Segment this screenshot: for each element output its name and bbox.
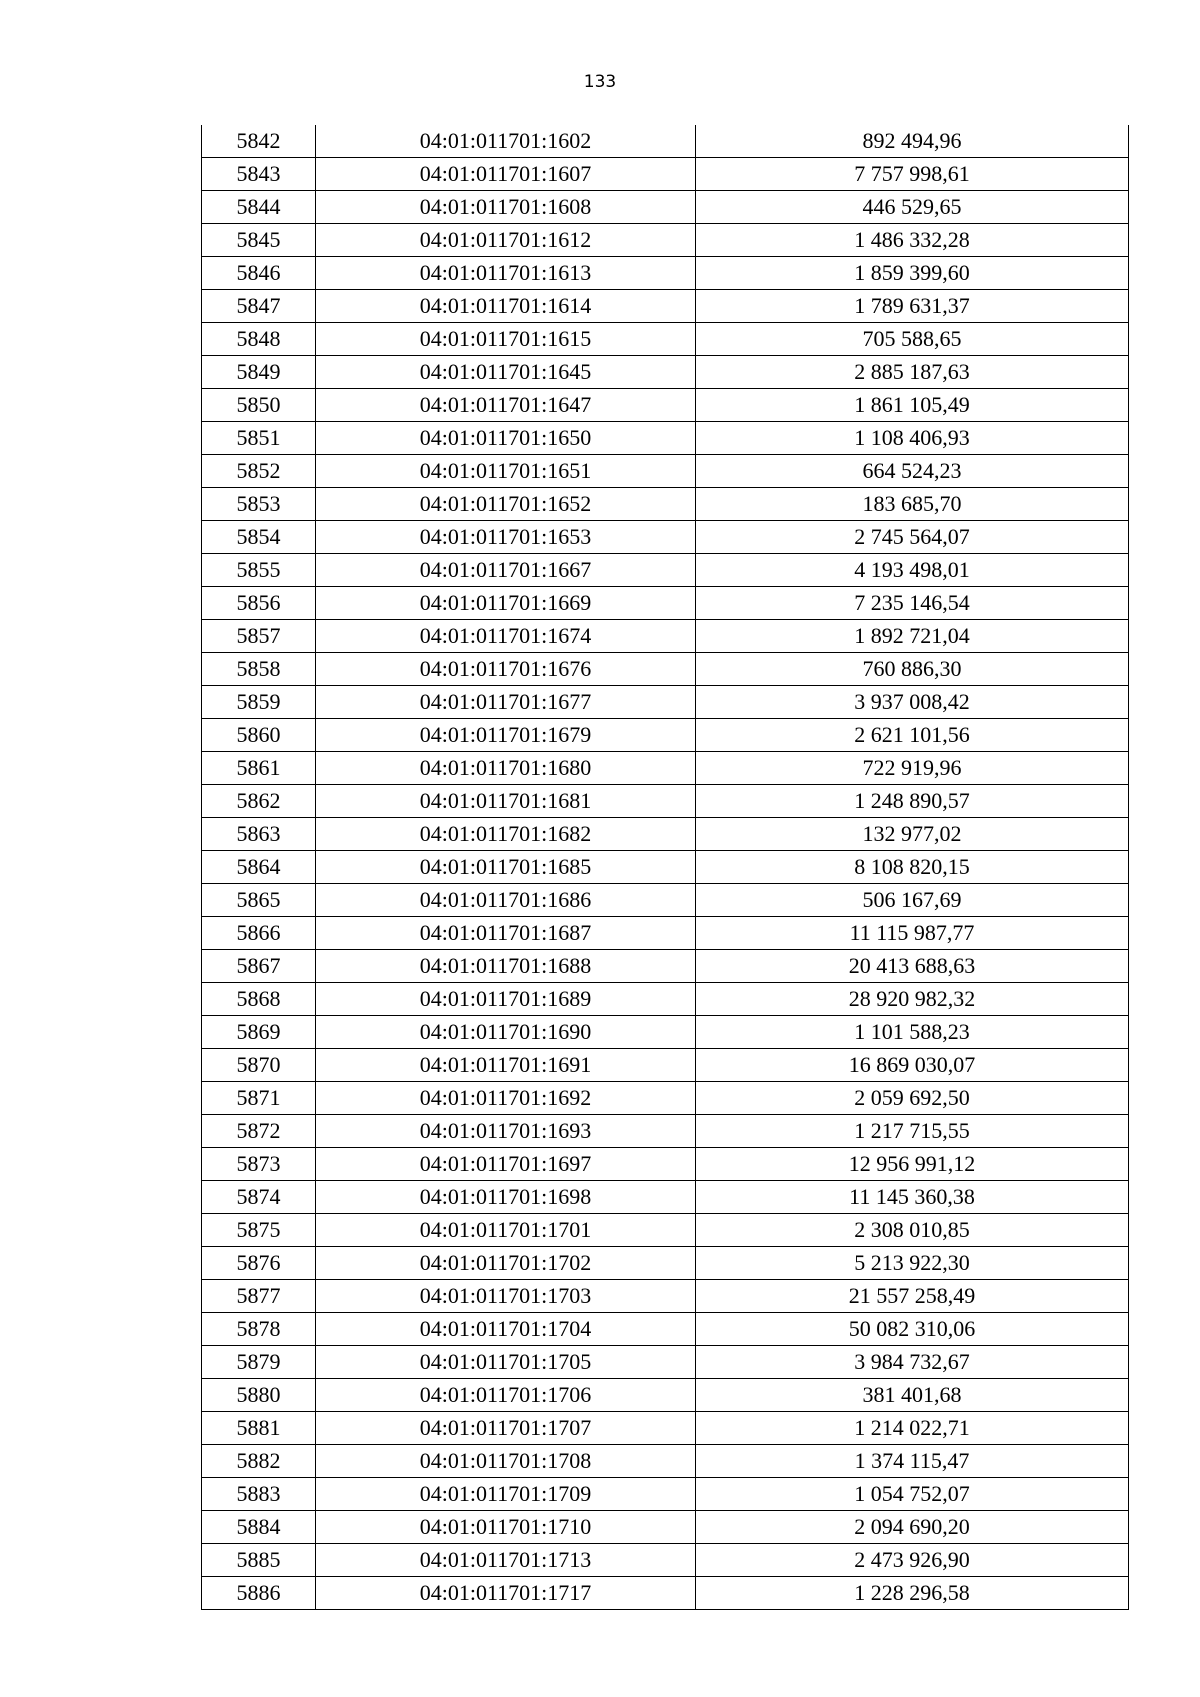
cadastral-value-cell: 1 217 715,55 <box>696 1115 1129 1148</box>
cadastral-number-cell: 04:01:011701:1680 <box>316 752 696 785</box>
row-number-cell: 5844 <box>202 191 316 224</box>
row-number-cell: 5881 <box>202 1412 316 1445</box>
cadastral-number-cell: 04:01:011701:1607 <box>316 158 696 191</box>
row-number-cell: 5863 <box>202 818 316 851</box>
cadastral-number-cell: 04:01:011701:1710 <box>316 1511 696 1544</box>
cadastral-number-cell: 04:01:011701:1612 <box>316 224 696 257</box>
row-number-cell: 5862 <box>202 785 316 818</box>
cadastral-value-cell: 2 473 926,90 <box>696 1544 1129 1577</box>
cadastral-value-cell: 1 374 115,47 <box>696 1445 1129 1478</box>
table-row <box>202 851 1129 884</box>
cadastral-number-cell: 04:01:011701:1650 <box>316 422 696 455</box>
row-number-cell: 5854 <box>202 521 316 554</box>
cadastral-value-cell: 132 977,02 <box>696 818 1129 851</box>
cadastral-value-cell: 28 920 982,32 <box>696 983 1129 1016</box>
table-row <box>202 950 1129 983</box>
table-row <box>202 323 1129 356</box>
cadastral-number-cell: 04:01:011701:1692 <box>316 1082 696 1115</box>
row-number-cell: 5858 <box>202 653 316 686</box>
row-number-cell: 5851 <box>202 422 316 455</box>
cadastral-number-cell: 04:01:011701:1647 <box>316 389 696 422</box>
row-number-cell: 5885 <box>202 1544 316 1577</box>
table-row <box>202 1379 1129 1412</box>
row-number-cell: 5856 <box>202 587 316 620</box>
cadastral-value-cell: 3 937 008,42 <box>696 686 1129 719</box>
table-row <box>202 488 1129 521</box>
row-number-cell: 5880 <box>202 1379 316 1412</box>
cadastral-value-cell: 506 167,69 <box>696 884 1129 917</box>
cadastral-value-table <box>201 125 1129 1610</box>
row-number-cell: 5848 <box>202 323 316 356</box>
cadastral-number-cell: 04:01:011701:1706 <box>316 1379 696 1412</box>
cadastral-value-cell: 1 101 588,23 <box>696 1016 1129 1049</box>
cadastral-value-cell: 1 054 752,07 <box>696 1478 1129 1511</box>
row-number-cell: 5847 <box>202 290 316 323</box>
cadastral-value-cell: 12 956 991,12 <box>696 1148 1129 1181</box>
cadastral-value-cell: 1 789 631,37 <box>696 290 1129 323</box>
cadastral-value-cell: 2 094 690,20 <box>696 1511 1129 1544</box>
table-row <box>202 653 1129 686</box>
table-row <box>202 1181 1129 1214</box>
table-row <box>202 158 1129 191</box>
cadastral-number-cell: 04:01:011701:1681 <box>316 785 696 818</box>
cadastral-value-cell: 3 984 732,67 <box>696 1346 1129 1379</box>
table-row <box>202 983 1129 1016</box>
table-row <box>202 1544 1129 1577</box>
row-number-cell: 5877 <box>202 1280 316 1313</box>
cadastral-value-cell: 2 745 564,07 <box>696 521 1129 554</box>
cadastral-value-cell: 2 059 692,50 <box>696 1082 1129 1115</box>
cadastral-value-cell: 2 621 101,56 <box>696 719 1129 752</box>
cadastral-number-cell: 04:01:011701:1707 <box>316 1412 696 1445</box>
table-row <box>202 1280 1129 1313</box>
cadastral-number-cell: 04:01:011701:1687 <box>316 917 696 950</box>
table-body <box>202 125 1129 1610</box>
cadastral-number-cell: 04:01:011701:1701 <box>316 1214 696 1247</box>
cadastral-value-cell: 1 861 105,49 <box>696 389 1129 422</box>
cadastral-value-cell: 664 524,23 <box>696 455 1129 488</box>
cadastral-number-cell: 04:01:011701:1602 <box>316 125 696 158</box>
cadastral-number-cell: 04:01:011701:1717 <box>316 1577 696 1610</box>
cadastral-number-cell: 04:01:011701:1682 <box>316 818 696 851</box>
row-number-cell: 5871 <box>202 1082 316 1115</box>
cadastral-number-cell: 04:01:011701:1652 <box>316 488 696 521</box>
row-number-cell: 5849 <box>202 356 316 389</box>
table-row <box>202 554 1129 587</box>
cadastral-number-cell: 04:01:011701:1679 <box>316 719 696 752</box>
cadastral-value-cell: 1 228 296,58 <box>696 1577 1129 1610</box>
table-row <box>202 620 1129 653</box>
cadastral-value-cell: 4 193 498,01 <box>696 554 1129 587</box>
table-row <box>202 1247 1129 1280</box>
row-number-cell: 5853 <box>202 488 316 521</box>
cadastral-number-cell: 04:01:011701:1698 <box>316 1181 696 1214</box>
table-row <box>202 455 1129 488</box>
cadastral-value-cell: 11 145 360,38 <box>696 1181 1129 1214</box>
cadastral-number-cell: 04:01:011701:1689 <box>316 983 696 1016</box>
cadastral-number-cell: 04:01:011701:1713 <box>316 1544 696 1577</box>
cadastral-value-cell: 16 869 030,07 <box>696 1049 1129 1082</box>
cadastral-number-cell: 04:01:011701:1613 <box>316 257 696 290</box>
cadastral-number-cell: 04:01:011701:1697 <box>316 1148 696 1181</box>
table-row <box>202 1511 1129 1544</box>
table-row <box>202 1016 1129 1049</box>
row-number-cell: 5869 <box>202 1016 316 1049</box>
cadastral-number-cell: 04:01:011701:1653 <box>316 521 696 554</box>
row-number-cell: 5842 <box>202 125 316 158</box>
cadastral-number-cell: 04:01:011701:1667 <box>316 554 696 587</box>
cadastral-value-cell: 11 115 987,77 <box>696 917 1129 950</box>
table-row <box>202 818 1129 851</box>
row-number-cell: 5884 <box>202 1511 316 1544</box>
cadastral-number-cell: 04:01:011701:1691 <box>316 1049 696 1082</box>
cadastral-value-cell: 7 757 998,61 <box>696 158 1129 191</box>
cadastral-number-cell: 04:01:011701:1651 <box>316 455 696 488</box>
cadastral-value-cell: 7 235 146,54 <box>696 587 1129 620</box>
cadastral-value-cell: 722 919,96 <box>696 752 1129 785</box>
cadastral-value-cell: 1 214 022,71 <box>696 1412 1129 1445</box>
table-row <box>202 1049 1129 1082</box>
row-number-cell: 5882 <box>202 1445 316 1478</box>
row-number-cell: 5860 <box>202 719 316 752</box>
cadastral-number-cell: 04:01:011701:1608 <box>316 191 696 224</box>
cadastral-number-cell: 04:01:011701:1674 <box>316 620 696 653</box>
row-number-cell: 5846 <box>202 257 316 290</box>
table-row <box>202 290 1129 323</box>
row-number-cell: 5886 <box>202 1577 316 1610</box>
cadastral-value-cell: 892 494,96 <box>696 125 1129 158</box>
row-number-cell: 5876 <box>202 1247 316 1280</box>
table-row <box>202 356 1129 389</box>
cadastral-number-cell: 04:01:011701:1614 <box>316 290 696 323</box>
row-number-cell: 5850 <box>202 389 316 422</box>
row-number-cell: 5866 <box>202 917 316 950</box>
row-number-cell: 5874 <box>202 1181 316 1214</box>
row-number-cell: 5878 <box>202 1313 316 1346</box>
table-row <box>202 1412 1129 1445</box>
row-number-cell: 5857 <box>202 620 316 653</box>
row-number-cell: 5865 <box>202 884 316 917</box>
cadastral-number-cell: 04:01:011701:1705 <box>316 1346 696 1379</box>
table-row <box>202 785 1129 818</box>
table-row <box>202 587 1129 620</box>
table-row <box>202 686 1129 719</box>
row-number-cell: 5868 <box>202 983 316 1016</box>
cadastral-number-cell: 04:01:011701:1703 <box>316 1280 696 1313</box>
table-row <box>202 917 1129 950</box>
cadastral-number-cell: 04:01:011701:1677 <box>316 686 696 719</box>
table-row <box>202 1313 1129 1346</box>
table-row <box>202 224 1129 257</box>
cadastral-value-cell: 1 859 399,60 <box>696 257 1129 290</box>
row-number-cell: 5873 <box>202 1148 316 1181</box>
cadastral-number-cell: 04:01:011701:1686 <box>316 884 696 917</box>
cadastral-value-cell: 2 885 187,63 <box>696 356 1129 389</box>
table-row <box>202 1115 1129 1148</box>
cadastral-value-cell: 50 082 310,06 <box>696 1313 1129 1346</box>
cadastral-number-cell: 04:01:011701:1690 <box>316 1016 696 1049</box>
row-number-cell: 5852 <box>202 455 316 488</box>
table-row <box>202 257 1129 290</box>
table-row <box>202 1346 1129 1379</box>
cadastral-number-cell: 04:01:011701:1702 <box>316 1247 696 1280</box>
page-number: 133 <box>583 72 617 92</box>
cadastral-value-cell: 2 308 010,85 <box>696 1214 1129 1247</box>
row-number-cell: 5843 <box>202 158 316 191</box>
row-number-cell: 5870 <box>202 1049 316 1082</box>
table-row <box>202 1445 1129 1478</box>
cadastral-value-cell: 21 557 258,49 <box>696 1280 1129 1313</box>
cadastral-number-cell: 04:01:011701:1669 <box>316 587 696 620</box>
table-row <box>202 719 1129 752</box>
table-row <box>202 191 1129 224</box>
cadastral-number-cell: 04:01:011701:1615 <box>316 323 696 356</box>
row-number-cell: 5861 <box>202 752 316 785</box>
table-row <box>202 1577 1129 1610</box>
cadastral-value-cell: 1 248 890,57 <box>696 785 1129 818</box>
row-number-cell: 5875 <box>202 1214 316 1247</box>
row-number-cell: 5864 <box>202 851 316 884</box>
row-number-cell: 5879 <box>202 1346 316 1379</box>
row-number-cell: 5859 <box>202 686 316 719</box>
cadastral-value-cell: 1 108 406,93 <box>696 422 1129 455</box>
cadastral-value-cell: 760 886,30 <box>696 653 1129 686</box>
table-row <box>202 422 1129 455</box>
cadastral-value-cell: 1 486 332,28 <box>696 224 1129 257</box>
cadastral-number-cell: 04:01:011701:1693 <box>316 1115 696 1148</box>
cadastral-number-cell: 04:01:011701:1645 <box>316 356 696 389</box>
cadastral-number-cell: 04:01:011701:1676 <box>316 653 696 686</box>
cadastral-value-cell: 705 588,65 <box>696 323 1129 356</box>
cadastral-value-cell: 20 413 688,63 <box>696 950 1129 983</box>
row-number-cell: 5855 <box>202 554 316 587</box>
cadastral-value-cell: 5 213 922,30 <box>696 1247 1129 1280</box>
row-number-cell: 5845 <box>202 224 316 257</box>
table-row <box>202 1214 1129 1247</box>
row-number-cell: 5867 <box>202 950 316 983</box>
cadastral-value-cell: 1 892 721,04 <box>696 620 1129 653</box>
row-number-cell: 5883 <box>202 1478 316 1511</box>
cadastral-value-cell: 446 529,65 <box>696 191 1129 224</box>
cadastral-number-cell: 04:01:011701:1709 <box>316 1478 696 1511</box>
table-row <box>202 389 1129 422</box>
table-row <box>202 752 1129 785</box>
cadastral-value-cell: 8 108 820,15 <box>696 851 1129 884</box>
cadastral-number-cell: 04:01:011701:1704 <box>316 1313 696 1346</box>
cadastral-number-cell: 04:01:011701:1688 <box>316 950 696 983</box>
table-row <box>202 1478 1129 1511</box>
cadastral-value-cell: 381 401,68 <box>696 1379 1129 1412</box>
cadastral-number-cell: 04:01:011701:1708 <box>316 1445 696 1478</box>
table-row <box>202 1148 1129 1181</box>
table-row <box>202 521 1129 554</box>
cadastral-value-cell: 183 685,70 <box>696 488 1129 521</box>
table-row <box>202 884 1129 917</box>
cadastral-number-cell: 04:01:011701:1685 <box>316 851 696 884</box>
row-number-cell: 5872 <box>202 1115 316 1148</box>
table-row <box>202 1082 1129 1115</box>
table-row <box>202 125 1129 158</box>
